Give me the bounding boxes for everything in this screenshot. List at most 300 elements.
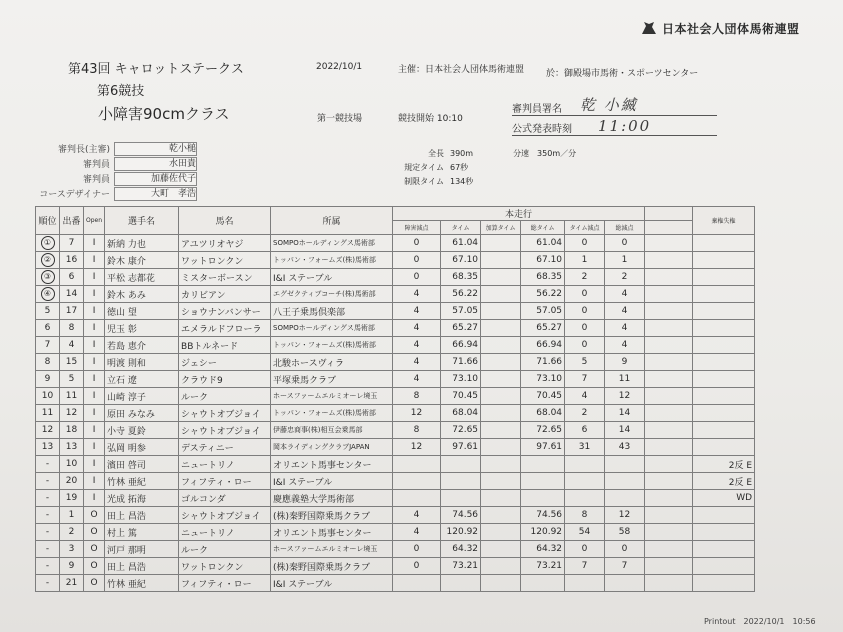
table-row — [36, 269, 755, 286]
time-cell: 68.04 — [441, 405, 481, 422]
jump-pen-cell: 0 — [393, 235, 441, 252]
add-time-cell — [481, 303, 521, 320]
rider-cell: 平松 志都花 — [105, 269, 179, 286]
jump-pen-cell: 4 — [393, 303, 441, 320]
num-cell: 4 — [60, 337, 84, 354]
rank-cell: - — [36, 575, 60, 592]
col-open: Open — [84, 207, 105, 235]
table-row — [36, 371, 755, 388]
total-time-cell: 97.61 — [521, 439, 565, 456]
remarks-cell — [693, 303, 755, 320]
rider-cell: 小寺 夏鈴 — [105, 422, 179, 439]
table-row — [36, 354, 755, 371]
time-pen-cell: 54 — [565, 524, 605, 541]
rank-cell: - — [36, 524, 60, 541]
rider-cell: 村上 篤 — [105, 524, 179, 541]
rank-cell: 8 — [36, 354, 60, 371]
affiliation-cell: I&I ステーブル — [271, 269, 393, 286]
announce-time: 11:00 — [598, 117, 652, 135]
remarks-cell — [693, 575, 755, 592]
time-pen-cell: 8 — [565, 507, 605, 524]
horse-cell: ニュートリノ — [179, 524, 271, 541]
add-time-cell — [481, 252, 521, 269]
rank-cell: - — [36, 473, 60, 490]
total-pen-cell: 4 — [605, 286, 645, 303]
horse-cell: クラウド9 — [179, 371, 271, 388]
blank-cell — [645, 303, 693, 320]
open-cell: O — [84, 524, 105, 541]
total-pen-cell: 14 — [605, 405, 645, 422]
rank-cell: 5 — [36, 303, 60, 320]
open-cell: I — [84, 303, 105, 320]
add-time-cell — [481, 558, 521, 575]
affiliation-cell: 八王子乗馬倶楽部 — [271, 303, 393, 320]
time-cell: 61.04 — [441, 235, 481, 252]
total-time-cell: 68.35 — [521, 269, 565, 286]
judge-signature: 乾 小縅 — [580, 96, 638, 114]
blank-cell — [645, 473, 693, 490]
rider-cell: 竹林 亜紀 — [105, 473, 179, 490]
table-row — [36, 422, 755, 439]
time-pen-cell — [565, 490, 605, 507]
remarks-cell — [693, 524, 755, 541]
affiliation-cell: 北駿ホースヴィラ — [271, 354, 393, 371]
rank-cell: - — [36, 558, 60, 575]
time-cell — [441, 456, 481, 473]
rider-cell: 新納 力也 — [105, 235, 179, 252]
affiliation-cell: SOMPOホールディングス馬術部 — [271, 320, 393, 337]
num-cell: 8 — [60, 320, 84, 337]
remarks-cell — [693, 558, 755, 575]
table-row — [36, 524, 755, 541]
remarks-cell — [693, 286, 755, 303]
num-cell: 10 — [60, 456, 84, 473]
jump-pen-cell: 4 — [393, 337, 441, 354]
total-pen-cell — [605, 456, 645, 473]
official-name: 加藤佐代子 — [114, 172, 197, 186]
horse-cell: ワットロンクン — [179, 252, 271, 269]
add-time-cell — [481, 405, 521, 422]
time-pen-cell: 7 — [565, 371, 605, 388]
rank-circle: ① — [41, 236, 55, 250]
time-cell: 70.45 — [441, 388, 481, 405]
affiliation-cell: 伊藤忠商事(株)相互会乗馬部 — [271, 422, 393, 439]
time-cell: 56.22 — [441, 286, 481, 303]
blank-cell — [645, 490, 693, 507]
rank-cell: 6 — [36, 320, 60, 337]
horse-cell: ゴルコンダ — [179, 490, 271, 507]
time-pen-cell: 7 — [565, 558, 605, 575]
time-pen-cell: 5 — [565, 354, 605, 371]
open-cell: I — [84, 371, 105, 388]
blank-cell — [645, 575, 693, 592]
affiliation-cell: SOMPOホールディングス馬術部 — [271, 235, 393, 252]
affiliation-cell: (株)秦野国際乗馬クラブ — [271, 507, 393, 524]
num-cell: 17 — [60, 303, 84, 320]
blank-cell — [645, 422, 693, 439]
table-row — [36, 320, 755, 337]
table-row — [36, 286, 755, 303]
total-time-cell: 57.05 — [521, 303, 565, 320]
total-pen-cell: 12 — [605, 388, 645, 405]
num-cell: 20 — [60, 473, 84, 490]
total-pen-cell: 12 — [605, 507, 645, 524]
jump-pen-cell: 4 — [393, 354, 441, 371]
remarks-cell — [693, 354, 755, 371]
event-title: 第43回 キャロットステークス — [68, 62, 244, 77]
horse-cell: ワットロンクン — [179, 558, 271, 575]
table-row — [36, 558, 755, 575]
blank-cell — [645, 320, 693, 337]
blank-cell — [645, 286, 693, 303]
rider-cell: 竹林 亜紀 — [105, 575, 179, 592]
col-rider: 選手名 — [105, 207, 179, 235]
table-row — [36, 507, 755, 524]
announce-label: 公式発表時刻 — [512, 124, 572, 135]
affiliation-cell: トッパン・フォームズ(株)馬術部 — [271, 405, 393, 422]
horse-cell: フィフティ・ロー — [179, 473, 271, 490]
jump-pen-cell: 4 — [393, 524, 441, 541]
total-pen-cell — [605, 473, 645, 490]
horse-cell: デスティニー — [179, 439, 271, 456]
col-horse: 馬名 — [179, 207, 271, 235]
blank-cell — [645, 235, 693, 252]
time-cell: 120.92 — [441, 524, 481, 541]
horse-cell: ジェシー — [179, 354, 271, 371]
remarks-cell — [693, 541, 755, 558]
table-row — [36, 235, 755, 252]
time-pen-cell — [565, 473, 605, 490]
add-time-cell — [481, 490, 521, 507]
time-cell: 72.65 — [441, 422, 481, 439]
add-time-cell — [481, 439, 521, 456]
total-time-cell: 56.22 — [521, 286, 565, 303]
time-pen-cell: 0 — [565, 320, 605, 337]
open-cell: I — [84, 405, 105, 422]
affiliation-cell: (株)秦野国際乗馬クラブ — [271, 558, 393, 575]
horse-cell: ミスターボースン — [179, 269, 271, 286]
total-pen-cell: 58 — [605, 524, 645, 541]
open-cell: I — [84, 456, 105, 473]
jump-pen-cell: 4 — [393, 320, 441, 337]
horse-cell: カリビアン — [179, 286, 271, 303]
col-remarks: 棄権失権 — [693, 207, 755, 235]
num-cell: 9 — [60, 558, 84, 575]
total-pen-cell: 4 — [605, 337, 645, 354]
time-cell — [441, 575, 481, 592]
horse-cell: エメラルドフローラ — [179, 320, 271, 337]
time-cell: 65.27 — [441, 320, 481, 337]
table-row — [36, 541, 755, 558]
num-cell: 1 — [60, 507, 84, 524]
table-row — [36, 303, 755, 320]
num-cell: 7 — [60, 235, 84, 252]
rank-cell: - — [36, 507, 60, 524]
add-time-cell — [481, 473, 521, 490]
jump-pen-cell: 8 — [393, 388, 441, 405]
col-time: タイム — [441, 221, 481, 235]
org-logo: 日本社会人団体馬術連盟 — [640, 20, 800, 37]
open-cell: I — [84, 490, 105, 507]
horse-cell: ニュートリノ — [179, 456, 271, 473]
results-table — [35, 206, 755, 592]
time-cell: 67.10 — [441, 252, 481, 269]
time-pen-cell: 6 — [565, 422, 605, 439]
jump-pen-cell — [393, 490, 441, 507]
total-pen-cell: 4 — [605, 320, 645, 337]
col-round: 本走行 — [393, 207, 645, 221]
jump-pen-cell: 0 — [393, 269, 441, 286]
rider-cell: 原田 みなみ — [105, 405, 179, 422]
add-time-cell — [481, 354, 521, 371]
affiliation-cell: I&I ステーブル — [271, 575, 393, 592]
rank-circle: ④ — [41, 287, 55, 301]
col-time-pen: タイム減点 — [565, 221, 605, 235]
rider-cell: 鈴木 あみ — [105, 286, 179, 303]
num-cell: 5 — [60, 371, 84, 388]
table-row — [36, 456, 755, 473]
jump-pen-cell: 12 — [393, 439, 441, 456]
rank-circle: ③ — [41, 270, 55, 284]
horse-cell: ルーク — [179, 388, 271, 405]
total-time-cell: 74.56 — [521, 507, 565, 524]
add-time-cell — [481, 507, 521, 524]
rider-cell: 児玉 彰 — [105, 320, 179, 337]
open-cell: I — [84, 422, 105, 439]
total-time-cell: 68.04 — [521, 405, 565, 422]
time-pen-cell: 0 — [565, 541, 605, 558]
official-name: 水田貴 — [114, 157, 197, 171]
rank-cell: 9 — [36, 371, 60, 388]
add-time-cell — [481, 388, 521, 405]
jump-pen-cell: 4 — [393, 286, 441, 303]
total-time-cell: 73.10 — [521, 371, 565, 388]
rank-cell — [36, 235, 60, 252]
remarks-cell — [693, 337, 755, 354]
remarks-cell: 2反 E — [693, 473, 755, 490]
num-cell: 12 — [60, 405, 84, 422]
total-pen-cell: 0 — [605, 235, 645, 252]
horse-cell: BBトルネード — [179, 337, 271, 354]
blank-cell — [645, 524, 693, 541]
jump-pen-cell: 0 — [393, 252, 441, 269]
open-cell: I — [84, 252, 105, 269]
horse-cell: アユツリオヤジ — [179, 235, 271, 252]
time-pen-cell: 0 — [565, 286, 605, 303]
total-time-cell — [521, 575, 565, 592]
col-num: 出番 — [60, 207, 84, 235]
table-row — [36, 405, 755, 422]
blank-cell — [645, 388, 693, 405]
add-time-cell — [481, 456, 521, 473]
open-cell: I — [84, 354, 105, 371]
total-time-cell: 65.27 — [521, 320, 565, 337]
rank-cell: 7 — [36, 337, 60, 354]
table-row — [36, 337, 755, 354]
time-pen-cell: 2 — [565, 269, 605, 286]
time-pen-cell: 0 — [565, 235, 605, 252]
rider-cell: 田上 昌浩 — [105, 558, 179, 575]
add-time-cell — [481, 269, 521, 286]
rider-cell: 弘岡 明参 — [105, 439, 179, 456]
rank-cell: 10 — [36, 388, 60, 405]
col-jump-pen: 障害減点 — [393, 221, 441, 235]
official-name: 大町 孝浩 — [114, 187, 197, 201]
jump-pen-cell — [393, 575, 441, 592]
open-cell: I — [84, 439, 105, 456]
blank-cell — [645, 439, 693, 456]
total-time-cell: 66.94 — [521, 337, 565, 354]
add-time-cell — [481, 286, 521, 303]
arena: 第一競技場 — [317, 114, 363, 124]
blank-cell — [645, 269, 693, 286]
col-affiliation: 所属 — [271, 207, 393, 235]
table-row — [36, 575, 755, 592]
rider-cell: 田上 昌浩 — [105, 507, 179, 524]
table-row — [36, 252, 755, 269]
add-time-cell — [481, 575, 521, 592]
total-time-cell: 64.32 — [521, 541, 565, 558]
blank-cell — [645, 541, 693, 558]
jump-pen-cell: 4 — [393, 371, 441, 388]
add-time-cell — [481, 541, 521, 558]
num-cell: 6 — [60, 269, 84, 286]
open-cell: O — [84, 541, 105, 558]
total-time-cell: 72.65 — [521, 422, 565, 439]
total-pen-cell — [605, 575, 645, 592]
jump-pen-cell — [393, 456, 441, 473]
event-date: 2022/10/1 — [316, 62, 363, 72]
blank-cell — [645, 405, 693, 422]
total-pen-cell: 11 — [605, 371, 645, 388]
horse-logo-icon — [640, 20, 658, 36]
add-time-cell — [481, 337, 521, 354]
horse-cell: シャウトオブジョイ — [179, 405, 271, 422]
col-blank — [645, 207, 693, 221]
open-cell: I — [84, 388, 105, 405]
time-cell: 71.66 — [441, 354, 481, 371]
add-time-cell — [481, 320, 521, 337]
rider-cell: 明渡 則和 — [105, 354, 179, 371]
blank-cell — [645, 371, 693, 388]
time-cell: 73.21 — [441, 558, 481, 575]
open-cell: I — [84, 235, 105, 252]
rider-cell: 鈴木 康介 — [105, 252, 179, 269]
blank-cell — [645, 354, 693, 371]
rank-cell: - — [36, 490, 60, 507]
rank-circle: ② — [41, 253, 55, 267]
jump-pen-cell: 0 — [393, 558, 441, 575]
rider-cell: 河戸 那明 — [105, 541, 179, 558]
remarks-cell — [693, 422, 755, 439]
blank-cell — [645, 456, 693, 473]
open-cell: I — [84, 473, 105, 490]
open-cell: I — [84, 337, 105, 354]
affiliation-cell: 慶應義塾大学馬術部 — [271, 490, 393, 507]
affiliation-cell: 平塚乗馬クラブ — [271, 371, 393, 388]
time-cell: 68.35 — [441, 269, 481, 286]
time-pen-cell: 1 — [565, 252, 605, 269]
course-info: 全長 390m 分速 350m／分 規定タイム 67秒 制限タイム 134秒 — [404, 148, 577, 186]
horse-cell: ルーク — [179, 541, 271, 558]
total-pen-cell: 2 — [605, 269, 645, 286]
total-pen-cell: 1 — [605, 252, 645, 269]
col-total-pen: 総減点 — [605, 221, 645, 235]
time-cell: 73.10 — [441, 371, 481, 388]
jump-pen-cell: 0 — [393, 541, 441, 558]
remarks-cell — [693, 320, 755, 337]
affiliation-cell: ホースファームエルミオーレ境玉 — [271, 541, 393, 558]
rank-cell: - — [36, 541, 60, 558]
total-time-cell — [521, 490, 565, 507]
total-time-cell: 67.10 — [521, 252, 565, 269]
open-cell: I — [84, 269, 105, 286]
num-cell: 15 — [60, 354, 84, 371]
affiliation-cell: オリエント馬事センター — [271, 524, 393, 541]
jump-pen-cell: 12 — [393, 405, 441, 422]
time-pen-cell — [565, 575, 605, 592]
col-add-time: 加算タイム — [481, 221, 521, 235]
time-pen-cell: 4 — [565, 388, 605, 405]
add-time-cell — [481, 422, 521, 439]
total-time-cell — [521, 473, 565, 490]
time-pen-cell: 0 — [565, 303, 605, 320]
time-cell: 66.94 — [441, 337, 481, 354]
total-pen-cell: 43 — [605, 439, 645, 456]
blank-cell — [645, 337, 693, 354]
rank-cell: 13 — [36, 439, 60, 456]
num-cell: 18 — [60, 422, 84, 439]
remarks-cell — [693, 371, 755, 388]
rank-cell: - — [36, 456, 60, 473]
time-cell — [441, 490, 481, 507]
rank-cell — [36, 286, 60, 303]
num-cell: 21 — [60, 575, 84, 592]
total-time-cell — [521, 456, 565, 473]
total-pen-cell: 0 — [605, 541, 645, 558]
rider-cell: 山崎 淳子 — [105, 388, 179, 405]
add-time-cell — [481, 371, 521, 388]
remarks-cell — [693, 269, 755, 286]
affiliation-cell: エグゼクティブコーチ(株)馬術部 — [271, 286, 393, 303]
total-time-cell: 61.04 — [521, 235, 565, 252]
table-row — [36, 490, 755, 507]
rider-cell: 濱田 啓司 — [105, 456, 179, 473]
add-time-cell — [481, 235, 521, 252]
printout-timestamp: Printout 2022/10/1 10:56 — [704, 617, 816, 626]
col-rank: 順位 — [36, 207, 60, 235]
num-cell: 13 — [60, 439, 84, 456]
remarks-cell — [693, 388, 755, 405]
total-time-cell: 120.92 — [521, 524, 565, 541]
add-time-cell — [481, 524, 521, 541]
num-cell: 11 — [60, 388, 84, 405]
time-pen-cell: 0 — [565, 337, 605, 354]
jump-pen-cell: 8 — [393, 422, 441, 439]
table-row — [36, 388, 755, 405]
horse-cell: シャウトオブジョイ — [179, 422, 271, 439]
judge-signature-label: 審判員署名 — [512, 104, 562, 115]
remarks-cell: 2反 E — [693, 456, 755, 473]
num-cell: 14 — [60, 286, 84, 303]
num-cell: 3 — [60, 541, 84, 558]
horse-cell: ショウナンバンサー — [179, 303, 271, 320]
total-pen-cell: 14 — [605, 422, 645, 439]
rider-cell: 若島 恵介 — [105, 337, 179, 354]
total-pen-cell: 9 — [605, 354, 645, 371]
time-cell: 64.32 — [441, 541, 481, 558]
official-name: 乾小槌 — [114, 142, 197, 156]
